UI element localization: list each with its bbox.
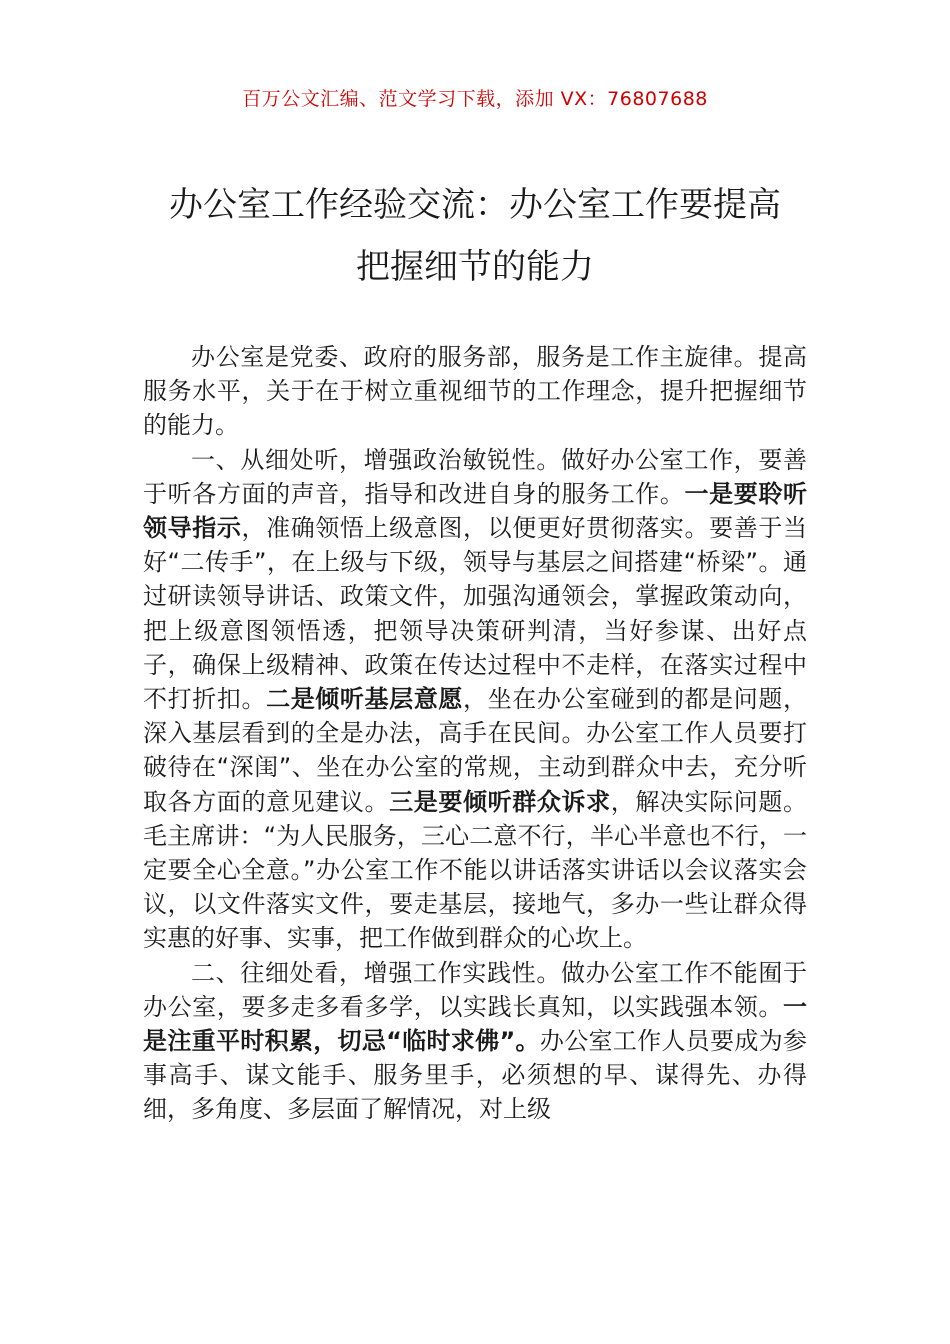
section-1-point-1: 一是要聆听领导指示 (143, 479, 808, 543)
section-1-text-4: ，解决实际问题。毛主席讲：“为人民服务，三心二意不行，半心半意也不行，一定要全心全意。”办公室工作不能以讲话落实讲话以会议落实会议，以文件落实文件，要走基层，接地气，多办一些让群众得实惠的好事、实事，把工作做到群众的心坎上。 (143, 787, 808, 953)
title-line-2: 把握细节的能力 (356, 247, 594, 287)
section-2-text-2: 办公室工作人员要成为参事高手、谋文能手、服务里手，必须想的早、谋得先、办得细，多角度、多层面了解情况，对上级 (143, 1027, 808, 1124)
paragraph-section-2 (143, 956, 807, 1127)
title-line-1: 办公室工作经验交流：办公室工作要提高 (169, 185, 781, 225)
section-1-point-3: 三是要倾听群众诉求 (389, 787, 611, 816)
header-download-note: 百万公文汇编、范文学习下载，添加 VX：76807688 (242, 88, 708, 110)
section-1-text-1: 一、从细处听，增强政治敏锐性。做好办公室工作，要善于听各方面的声音，指导和改进自身的服务工作。 (143, 445, 807, 508)
paragraph-intro (143, 340, 807, 443)
paragraph-section-1 (143, 443, 807, 956)
section-1-point-2: 二是倾听基层意愿 (266, 685, 464, 714)
paragraph-intro-text: 办公室是党委、政府的服务部，服务是工作主旋律。提高服务水平，关于在于树立重视细节的工作理念，提升把握细节的能力。 (143, 343, 807, 440)
section-1-text-3: ，坐在办公室碰到的都是问题，深入基层看到的全是办法，高手在民间。办公室工作人员要打破待在“深闺”、坐在办公室的常规，主动到群众中去，充分听取各方面的意见建议。 (143, 685, 808, 816)
section-1-text-2: ，准确领悟上级意图，以便更好贯彻落实。要善于当好“二传手”，在上级与下级，领导与基层之间搭建“桥梁”。通过研读领导讲话、政策文件，加强沟通领会，掌握政策动向，把上级意图领悟透，把领导决策研判清，当好参谋、出好点子，确保上级精神、政策在传达过程中不走样，在落实过程中不打折扣。 (143, 514, 808, 714)
section-2-point-1: 一是注重平时积累，切忌“临时求佛”。 (143, 992, 807, 1056)
section-2-text-1: 二、往细处看，增强工作实践性。做办公室工作不能囿于办公室，要多走多看多学，以实践长真知，以实践强本领。 (143, 958, 807, 1021)
document-title (80, 174, 870, 298)
document-body (143, 340, 807, 1127)
